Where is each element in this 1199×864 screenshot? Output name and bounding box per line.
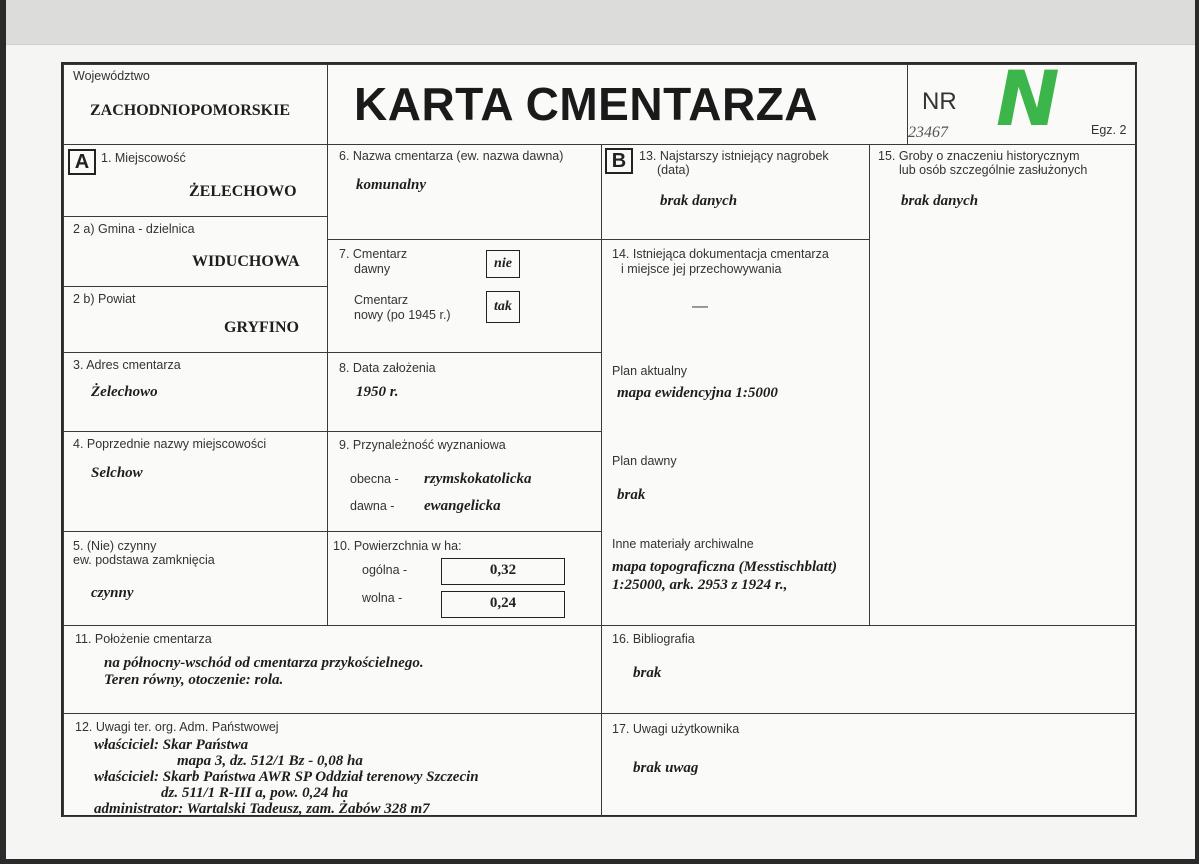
former-plan-value: brak xyxy=(617,487,646,503)
field-1-value: ŻELECHOWO xyxy=(189,183,297,200)
religion-former-value: ewangelicka xyxy=(424,498,501,514)
field-10 xyxy=(327,531,602,626)
area-free-box: 0,24 xyxy=(441,591,565,618)
field-9-label: 9. Przynależność wyznaniowa xyxy=(339,438,506,452)
nr-handwritten: 23467 xyxy=(908,124,948,141)
voivodeship-value: ZACHODNIOPOMORSKIE xyxy=(90,102,291,119)
area-total-label: ogólna - xyxy=(362,563,408,577)
field-12-line2: mapa 3, dz. 512/1 Bz - 0,08 ha xyxy=(177,753,363,769)
archival-materials-line2: 1:25000, ark. 2953 z 1924 r., xyxy=(612,577,788,593)
field-8-label: 8. Data założenia xyxy=(339,361,436,375)
field-4-value: Selchow xyxy=(91,465,143,481)
field-2b-value: GRYFINO xyxy=(224,319,299,336)
field-15 xyxy=(869,144,1137,626)
field-14 xyxy=(601,239,870,626)
field-6 xyxy=(327,144,602,240)
field-8-value: 1950 r. xyxy=(356,384,399,400)
voivodeship-label: Województwo xyxy=(73,69,150,83)
field-13-sublabel: (data) xyxy=(657,163,690,177)
field-12-line4: dz. 511/1 R-III a, pow. 0,24 ha xyxy=(161,785,348,801)
field-17 xyxy=(601,713,1137,817)
marker-n-icon: N xyxy=(996,54,1060,143)
field-5-label: 5. (Nie) czynny xyxy=(73,539,157,553)
field-13 xyxy=(601,144,870,240)
copy-number: Egz. 2 xyxy=(1091,123,1127,137)
field-12-line3: właściciel: Skarb Państwa AWR SP Oddział terenowy Szczecin xyxy=(94,769,479,785)
field-17-value: brak uwag xyxy=(633,760,699,776)
field-13-label: 13. Najstarszy istniejący nagrobek xyxy=(639,149,829,163)
field-7-new-label: Cmentarz xyxy=(354,293,409,307)
field-6-label: 6. Nazwa cmentarza (ew. nazwa dawna) xyxy=(339,149,564,163)
field-14-label: 14. Istniejąca dokumentacja cmentarza xyxy=(612,247,829,261)
number-cell xyxy=(907,54,1137,145)
field-5 xyxy=(63,531,328,626)
former-plan-label: Plan dawny xyxy=(612,454,677,468)
field-5-sublabel: ew. podstawa zamknięcia xyxy=(73,553,215,567)
title-cell xyxy=(327,64,908,145)
field-11-line1: na północny-wschód od cmentarza przykościelnego. xyxy=(104,655,424,671)
field-10-label: 10. Powierzchnia w ha: xyxy=(333,539,462,553)
field-7-new-sublabel: nowy (po 1945 r.) xyxy=(354,308,451,322)
field-6-value: komunalny xyxy=(356,177,427,193)
section-a-marker: A xyxy=(68,149,96,175)
field-7-sublabel: dawny xyxy=(354,262,391,276)
field-11-label: 11. Położenie cmentarza xyxy=(75,632,212,646)
religion-current-label: obecna - xyxy=(350,472,399,486)
field-4 xyxy=(63,431,328,532)
field-16 xyxy=(601,625,1137,714)
field-9 xyxy=(327,431,602,532)
area-free-label: wolna - xyxy=(362,591,403,605)
field-12-line1: właściciel: Skar Państwa xyxy=(94,737,249,753)
scan-bottom-edge xyxy=(0,859,1199,864)
field-15-label: 15. Groby o znaczeniu historycznym xyxy=(878,149,1080,163)
field-14-value: — xyxy=(692,298,708,315)
field-15-sublabel: lub osób szczególnie zasłużonych xyxy=(899,163,1088,177)
field-7 xyxy=(327,239,602,353)
field-12 xyxy=(63,713,602,817)
field-13-value: brak danych xyxy=(660,193,738,209)
voivodeship-cell xyxy=(63,64,328,145)
section-b-marker: B xyxy=(605,148,633,174)
field-16-value: brak xyxy=(633,665,662,681)
field-1 xyxy=(63,144,328,217)
field-2a-label: 2 a) Gmina - dzielnica xyxy=(73,222,195,236)
current-plan-label: Plan aktualny xyxy=(612,364,688,378)
field-12-label: 12. Uwagi ter. org. Adm. Państwowej xyxy=(75,720,279,734)
field-5-value: czynny xyxy=(91,585,134,601)
field-17-label: 17. Uwagi użytkownika xyxy=(612,722,740,736)
new-cemetery-box: tak xyxy=(486,291,520,323)
area-total-box: 0,32 xyxy=(441,558,565,585)
field-4-label: 4. Poprzednie nazwy miejscowości xyxy=(73,437,267,451)
field-1-label: 1. Miejscowość xyxy=(101,151,186,165)
field-7-label: 7. Cmentarz xyxy=(339,247,408,261)
field-3 xyxy=(63,352,328,432)
religion-current-value: rzymskokatolicka xyxy=(424,471,532,487)
field-2a-value: WIDUCHOWA xyxy=(192,253,300,270)
field-14-sublabel: i miejsce jej przechowywania xyxy=(621,262,782,276)
field-11-line2: Teren równy, otoczenie: rola. xyxy=(104,672,284,688)
nr-label: NR xyxy=(922,88,957,115)
field-12-line5: administrator: Wartalski Tadeusz, zam. Żabów 328 m7 xyxy=(94,801,430,817)
scan-right-edge xyxy=(1195,0,1199,864)
old-cemetery-box: nie xyxy=(486,250,520,278)
cemetery-card xyxy=(61,54,1137,817)
religion-former-label: dawna - xyxy=(350,499,395,513)
field-11 xyxy=(63,625,602,714)
field-2a xyxy=(63,216,328,287)
scanner-top-strip xyxy=(0,0,1199,45)
scan-left-edge xyxy=(0,0,6,864)
field-8 xyxy=(327,352,602,432)
field-16-label: 16. Bibliografia xyxy=(612,632,695,646)
field-3-label: 3. Adres cmentarza xyxy=(73,358,181,372)
field-2b xyxy=(63,286,328,353)
current-plan-value: mapa ewidencyjna 1:5000 xyxy=(617,385,778,401)
archival-materials-line1: mapa topograficzna (Messtischblatt) xyxy=(612,559,838,575)
archival-materials-label: Inne materiały archiwalne xyxy=(612,537,754,551)
field-3-value: Żelechowo xyxy=(91,384,158,400)
page-title: KARTA CMENTARZA xyxy=(354,78,819,130)
field-2b-label: 2 b) Powiat xyxy=(73,292,136,306)
field-15-value: brak danych xyxy=(901,193,979,209)
